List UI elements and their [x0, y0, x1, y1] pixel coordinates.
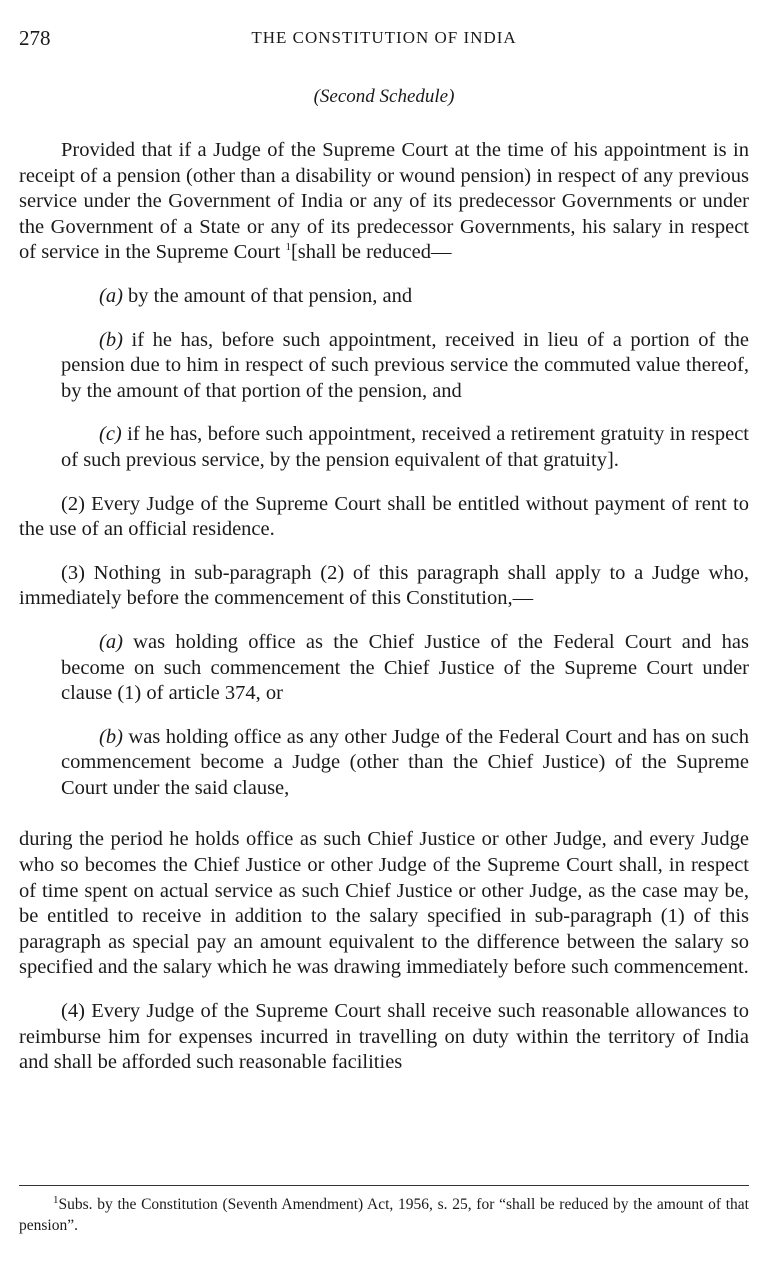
clause-label: (c) [99, 423, 122, 446]
footnote-text: Subs. by the Constitution (Seventh Amendment) Act, 1956, s. 25, for “shall be reduced by the amount of that pension”. [19, 1196, 749, 1234]
paragraph-3-clause-a [19, 630, 749, 707]
paragraph-3-tail: during the period he holds office as such Chief Justice or other Judge, and every Judge who so becomes the Chief Justice or other Judge of the Supreme Court shall, in respect of time spent on actual service as such Chief Justice or other Judge, as the case may be, be entitled to receive in addition to the salary specified in sub-paragraph (1) of this paragraph as special pay an amount equivalent to the difference between the salary so specified and the salary which he was drawing immediately before such commencement. [19, 828, 749, 979]
paragraph-3: (3) Nothing in sub-paragraph (2) of this paragraph shall apply to a Judge who, immediately before the commencement of this Constitution,— [19, 561, 749, 610]
paragraph-2: (2) Every Judge of the Supreme Court shall be entitled without payment of rent to the use of an official residence. [19, 492, 749, 541]
clause-label: (b) [99, 725, 123, 748]
schedule-label: (Second Schedule) [313, 86, 455, 107]
paragraph-3-clause-b [19, 725, 749, 802]
clause-text: by the amount of that pension, and [122, 284, 413, 307]
running-title: THE CONSTITUTION OF INDIA [251, 28, 517, 47]
proviso-clause-a [19, 284, 749, 310]
footnote [19, 1194, 749, 1236]
proviso-clause-b [19, 328, 749, 405]
proviso-text-after: [shall be reduced— [290, 241, 452, 264]
proviso-clause-c [19, 422, 749, 473]
page-header [19, 26, 749, 54]
footnote-marker: 1 [53, 1193, 59, 1206]
page-number: 278 [19, 26, 51, 50]
document-body [19, 138, 749, 1094]
clause-text: was holding office as any other Judge of the Federal Court and has on such commencement become a Judge (other than the Chief Justice) of the Supreme Court under the said clause, [61, 725, 749, 799]
clause-label: (a) [99, 630, 123, 653]
proviso-text: Provided that if a Judge of the Supreme Court at the time of his appointment is in receipt of a pension (other than a disability or wound pension) in respect of any previous service under the Government of India or any of its predecessor Governments or under the Government of a State or any of its predecessor Governments, his salary in respect of service in the Supreme Court [19, 139, 749, 264]
clause-text: if he has, before such appointment, received in lieu of a portion of the pension due to him in respect of such previous service the commuted value thereof, by the amount of that portion of the pension, and [61, 328, 749, 402]
footnote-divider [19, 1185, 749, 1186]
clause-text: was holding office as the Chief Justice of the Federal Court and has become on such commencement the Chief Justice of the Supreme Court under clause (1) of article 374, or [61, 630, 749, 705]
clause-text: if he has, before such appointment, received a retirement gratuity in respect of such previous service, by the pension equivalent of that gratuity]. [61, 423, 749, 471]
footnote-ref: 1 [285, 241, 291, 254]
paragraph-4: (4) Every Judge of the Supreme Court shall receive such reasonable allowances to reimburse him for expenses incurred in travelling on duty within the territory of India and shall be afforded such reasonable facilities [19, 1000, 749, 1074]
clause-label: (a) [99, 284, 123, 307]
proviso-paragraph [19, 138, 749, 266]
clause-label: (b) [99, 328, 123, 351]
